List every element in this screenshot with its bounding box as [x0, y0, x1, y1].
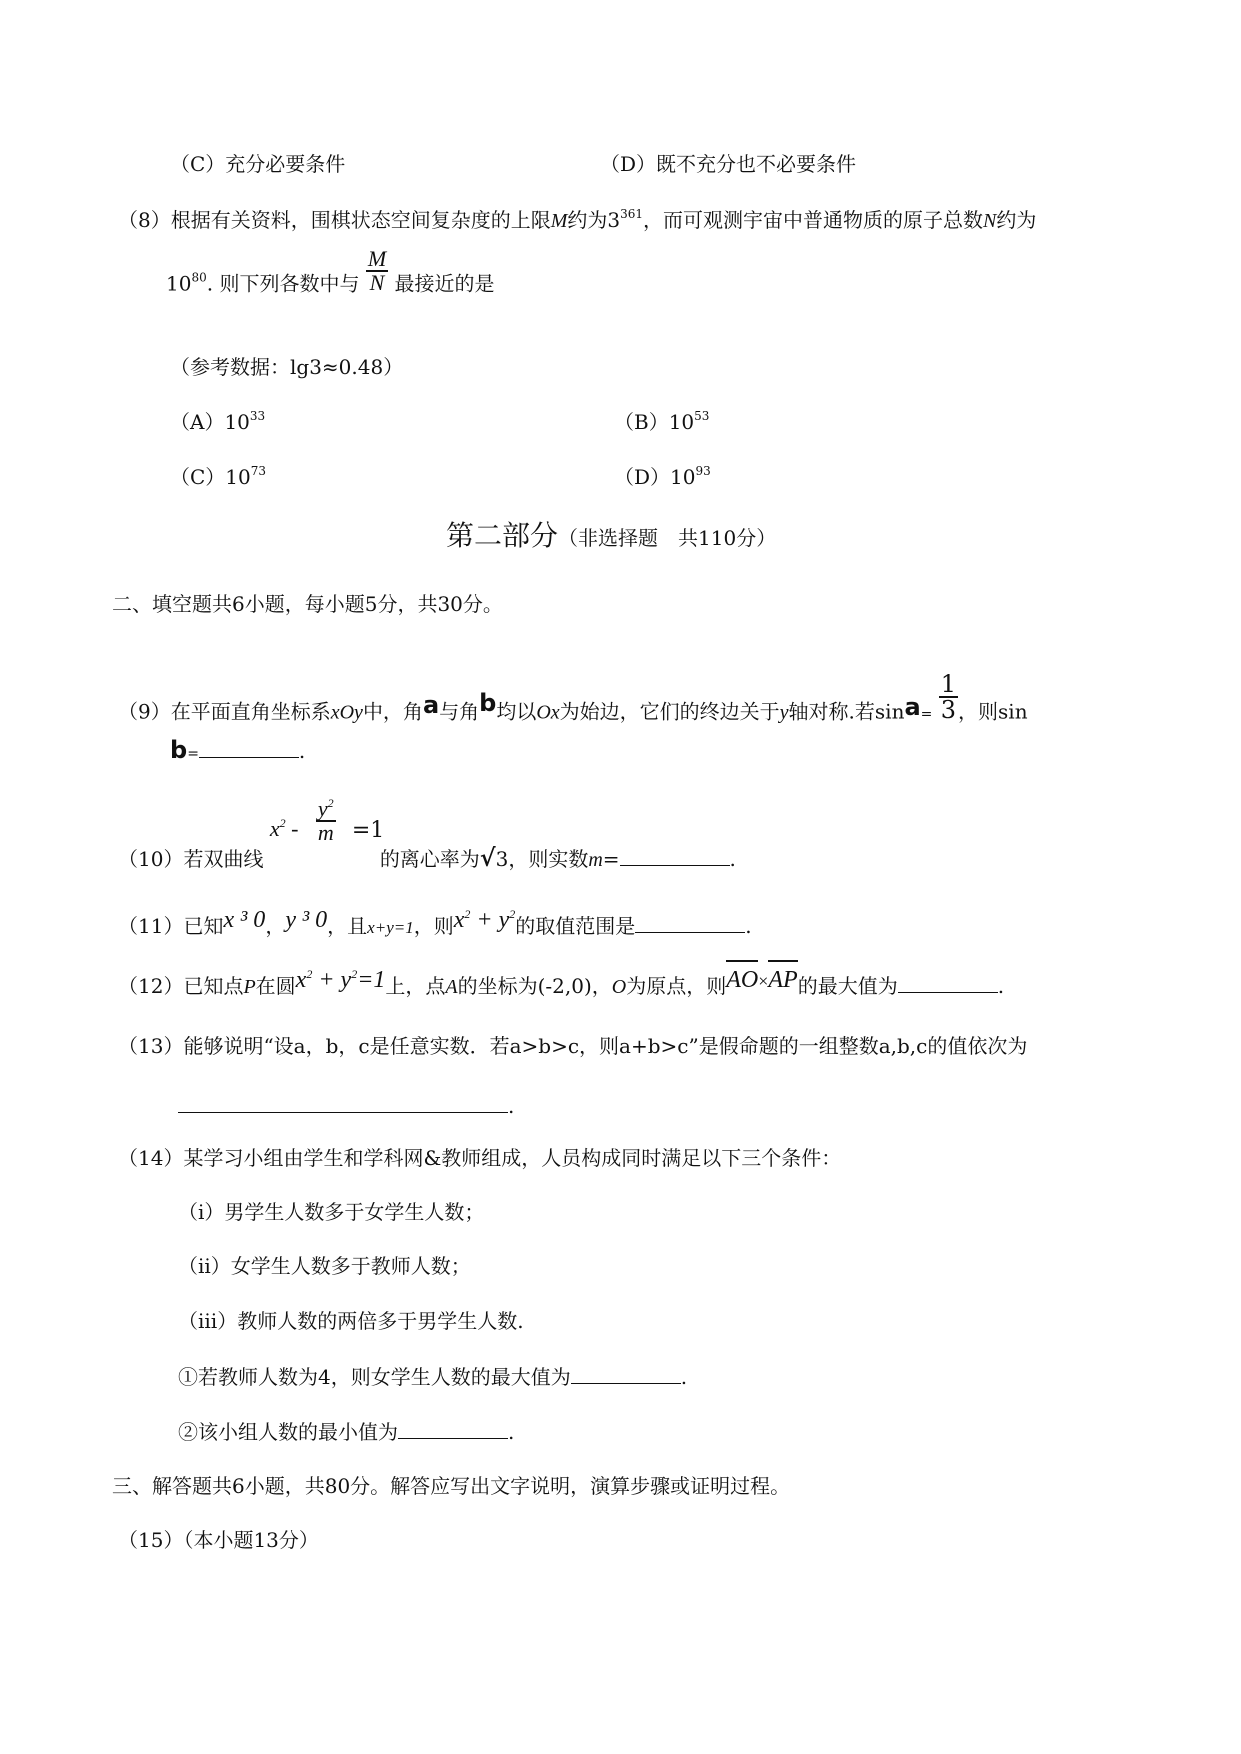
- q12-stem: （12）已知点P在圆$x^2 + y^2=1$上，点A的坐标为(-2,0)，O为原点，则AO×AP的最大值为 .: [118, 967, 1005, 998]
- q12-answer-blank[interactable]: [898, 974, 998, 993]
- q8-option-c: $(C)10^{73}$: [170, 464, 267, 489]
- q8-stem-line1: （8）根据有关资料，围棋状态空间复杂度的上限M约为$3^{361}$，而可观测宇宙中普通物质的原子总数N约为: [118, 207, 1037, 232]
- section3-heading: 三、解答题共6小题，共80分。解答应写出文字说明，演算步骤或证明过程。: [112, 1474, 791, 1498]
- q10-hyperbola-equation: $x^2$ - $\frac{y^2}{m}$ =1: [269, 796, 385, 845]
- q10-answer-blank[interactable]: [620, 847, 730, 866]
- q14-condition-2: （ⅱ）女学生人数多于教师人数；: [178, 1254, 471, 1278]
- q11-stem: （11）已知x ³ 0，y ³ 0，且x+y=1，则$x^2 + y^2$的取值范围是 .: [118, 907, 752, 938]
- q8-number: （8）: [118, 208, 171, 232]
- q8-option-b: $(B)10^{53}$: [614, 409, 710, 434]
- q14-sub2-answer-blank[interactable]: [398, 1420, 508, 1439]
- q14-sub1-answer-blank[interactable]: [571, 1365, 681, 1384]
- q10-stem: （10）若双曲线 $x^2$ - $\frac{y^2}{m}$ =1 的离心率为√3，则实数m= .: [118, 796, 736, 872]
- q14-condition-3: （ⅲ）教师人数的两倍多于男学生人数.: [178, 1309, 524, 1333]
- sqrt-icon: √: [479, 843, 496, 872]
- q14-stem: （14）某学习小组由学生和学科网&教师组成，人员构成同时满足以下三个条件：: [118, 1146, 842, 1170]
- q13-answer-blank[interactable]: [178, 1094, 508, 1113]
- q9-answer-blank[interactable]: [199, 739, 299, 758]
- q13-stem: （13）能够说明“设a，b，c是任意实数．若a>b>c，则a+b>c”是假命题的一组整数a,b,c的值依次为: [118, 1034, 1028, 1058]
- q14-sub1: ①若教师人数为4，则女学生人数的最大值为 .: [178, 1365, 688, 1389]
- q7-option-c: （C）充分必要条件: [170, 152, 346, 176]
- q14-sub2: ②该小组人数的最小值为 .: [178, 1420, 515, 1444]
- q8-fraction: $\frac{M}{N}$: [367, 246, 387, 295]
- part2-title: 第二部分（非选择题 共110分）: [446, 519, 777, 552]
- section2-heading: 二、填空题共6小题，每小题5分，共30分。: [112, 592, 503, 616]
- q8-reference-data: （参考数据：lg3≈0.48）: [170, 355, 404, 379]
- q9-stem-line1: （9）在平面直角坐标系xOy中，角a与角b均以Ox为始边，它们的终边关于y轴对称.若sina= $\frac{1}{3}$ ，则sin: [118, 670, 1028, 724]
- q14-condition-1: （ⅰ）男学生人数多于女学生人数；: [178, 1200, 485, 1224]
- q15-heading: （15）（本小题13分）: [118, 1528, 319, 1552]
- vector-ao: AO: [726, 967, 759, 993]
- q13-answer-line: .: [178, 1094, 514, 1116]
- q11-answer-blank[interactable]: [635, 914, 745, 933]
- q8-option-a: $(A)10^{33}$: [170, 409, 266, 434]
- q9-fraction: $\frac{1}{3}$: [940, 670, 957, 724]
- q8-option-d: $(D)10^{93}$: [614, 464, 711, 489]
- q7-option-d: （D）既不充分也不必要条件: [600, 152, 857, 176]
- q9-stem-line2: b= .: [170, 736, 306, 764]
- q8-stem-line2: $10^{80}$. 则下列各数中与 $\frac{M}{N}$ 最接近的是: [166, 246, 495, 296]
- vector-ap: AP: [768, 967, 798, 993]
